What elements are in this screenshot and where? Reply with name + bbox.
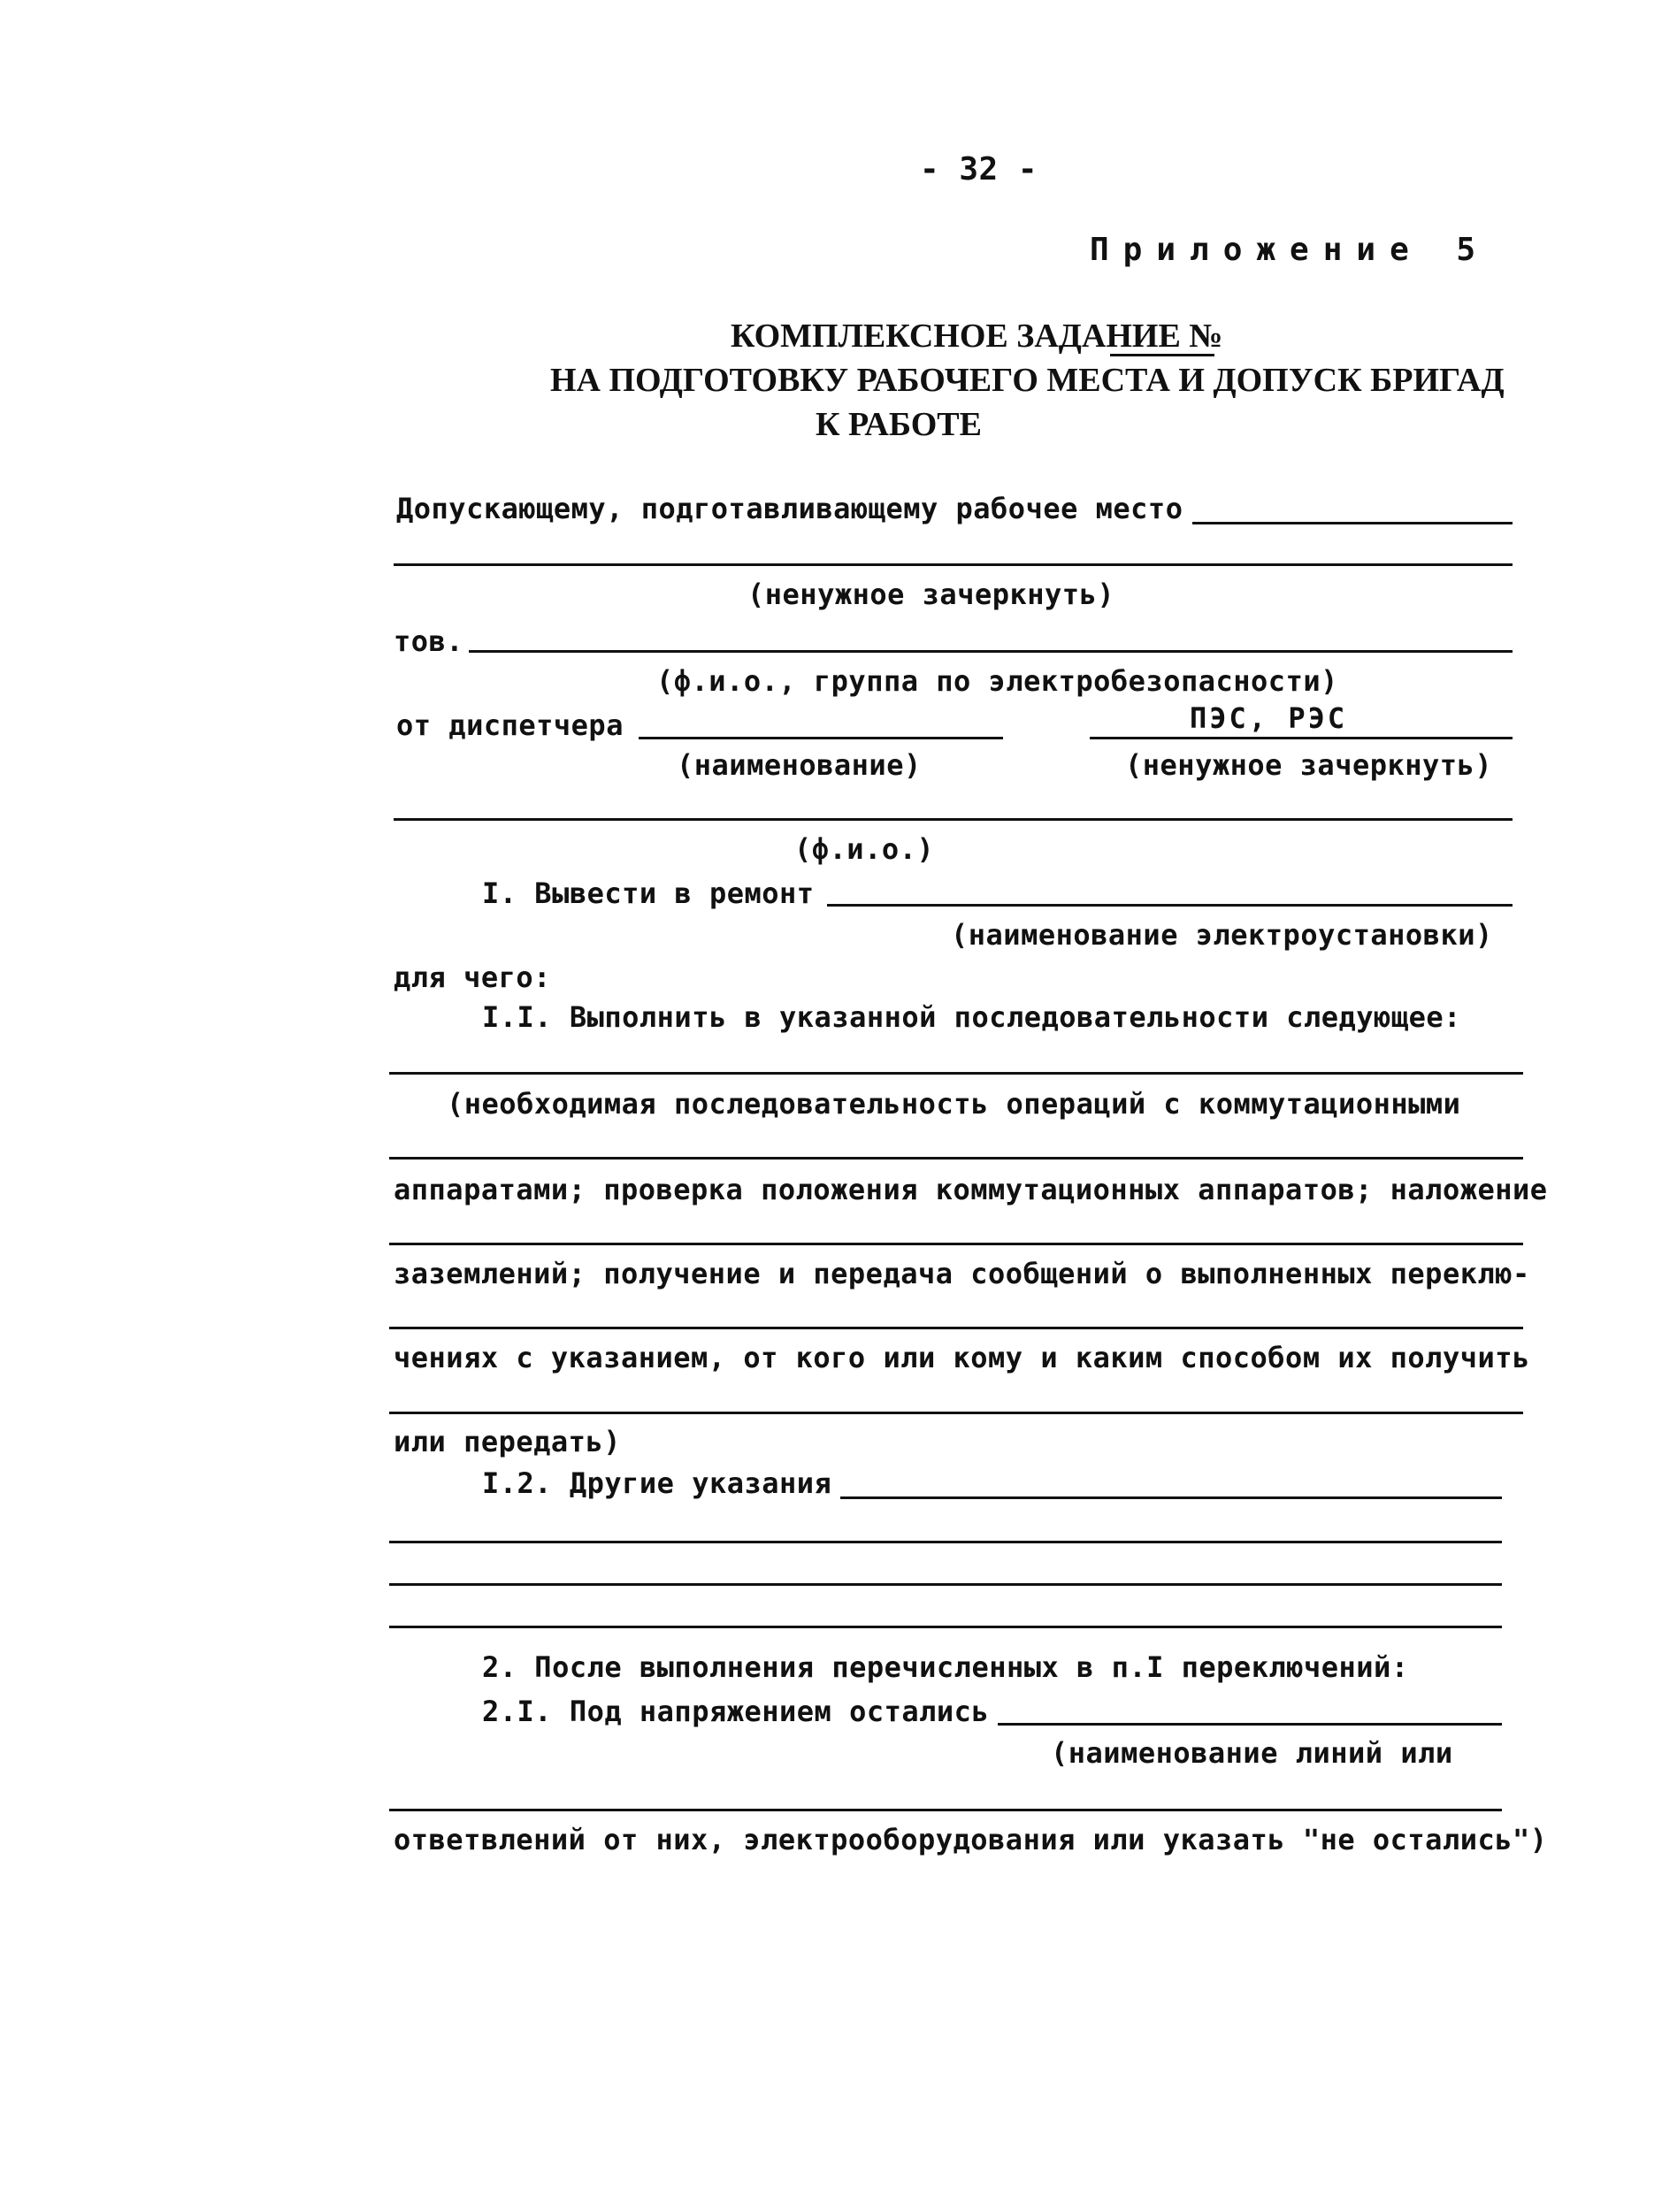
seq-note-1: (необходимая последовательность операций с коммутационными (447, 1087, 1461, 1121)
other-instructions-line-3 (389, 1626, 1502, 1628)
for-what-label: для чего: (394, 961, 551, 994)
appendix-label: Приложение 5 (1090, 232, 1490, 268)
item-1-2-fill-line (840, 1496, 1502, 1499)
other-instructions-line-1 (389, 1541, 1502, 1543)
fio-group-note: (ф.и.о., группа по электробезопасности) (656, 664, 1338, 698)
other-instructions-line-2 (389, 1583, 1502, 1586)
seq-note-3: заземлений; получение и передача сообщений о выполненных переклю- (394, 1257, 1530, 1290)
admitter-fill-line (1192, 522, 1513, 524)
name-note: (наименование) (677, 748, 922, 782)
admitter-fill-line-2 (394, 563, 1513, 566)
admitter-label: Допускающему, подготавливающему рабочее место (396, 492, 1183, 525)
dispatcher-name-line (639, 737, 1003, 739)
item-2-1-fill-line-2 (389, 1809, 1502, 1811)
comrade-label: тов. (394, 624, 464, 658)
seq-fill-line-4 (389, 1327, 1523, 1329)
title-line-2: НА ПОДГОТОВКУ РАБОЧЕГО МЕСТА И ДОПУСК БРИГАД (550, 362, 1505, 399)
comrade-fill-line (469, 650, 1513, 653)
pes-res-label: ПЭС, РЭС (1190, 701, 1348, 735)
item-2-label: 2. После выполнения перечисленных в п.I переключений: (482, 1650, 1409, 1684)
item-2-1-label: 2.I. Под напряжением остались (482, 1695, 990, 1728)
seq-fill-line-2 (389, 1157, 1523, 1160)
item-1-label: I. Вывести в ремонт (482, 876, 815, 910)
strike-note-1: (ненужное зачеркнуть) (747, 578, 1115, 611)
seq-fill-line-1 (389, 1072, 1523, 1075)
dispatcher-fio-line (394, 818, 1513, 821)
pes-res-line (1090, 737, 1513, 739)
lines-note-1: (наименование линий или (1051, 1736, 1453, 1770)
seq-fill-line-5 (389, 1412, 1523, 1414)
installation-note: (наименование электроустановки) (951, 918, 1493, 952)
item-1-2-label: I.2. Другие указания (482, 1466, 832, 1500)
page-number: - 32 - (920, 151, 1038, 188)
from-dispatcher-label: от диспетчера (396, 708, 624, 742)
seq-fill-line-3 (389, 1243, 1523, 1245)
seq-note-2: аппаратами; проверка положения коммутационных аппаратов; наложение (394, 1173, 1548, 1206)
seq-note-4: чениях с указанием, от кого или кому и каким способом их получить (394, 1341, 1530, 1374)
title-line-3: К РАБОТЕ (816, 406, 982, 443)
title-line-1: КОМПЛЕКСНОЕ ЗАДАНИЕ № (731, 318, 1223, 355)
task-number-line (1110, 354, 1214, 356)
fio-note: (ф.и.о.) (794, 832, 935, 866)
seq-note-5: или передать) (394, 1425, 621, 1458)
lines-note-2: ответвлений от них, электрооборудования или указать "не остались") (394, 1823, 1548, 1856)
item-1-fill-line (827, 904, 1513, 907)
item-1-1-label: I.I. Выполнить в указанной последовательности следующее: (482, 1000, 1461, 1034)
item-2-1-fill-line (998, 1723, 1502, 1726)
strike-note-2: (ненужное зачеркнуть) (1125, 748, 1493, 782)
